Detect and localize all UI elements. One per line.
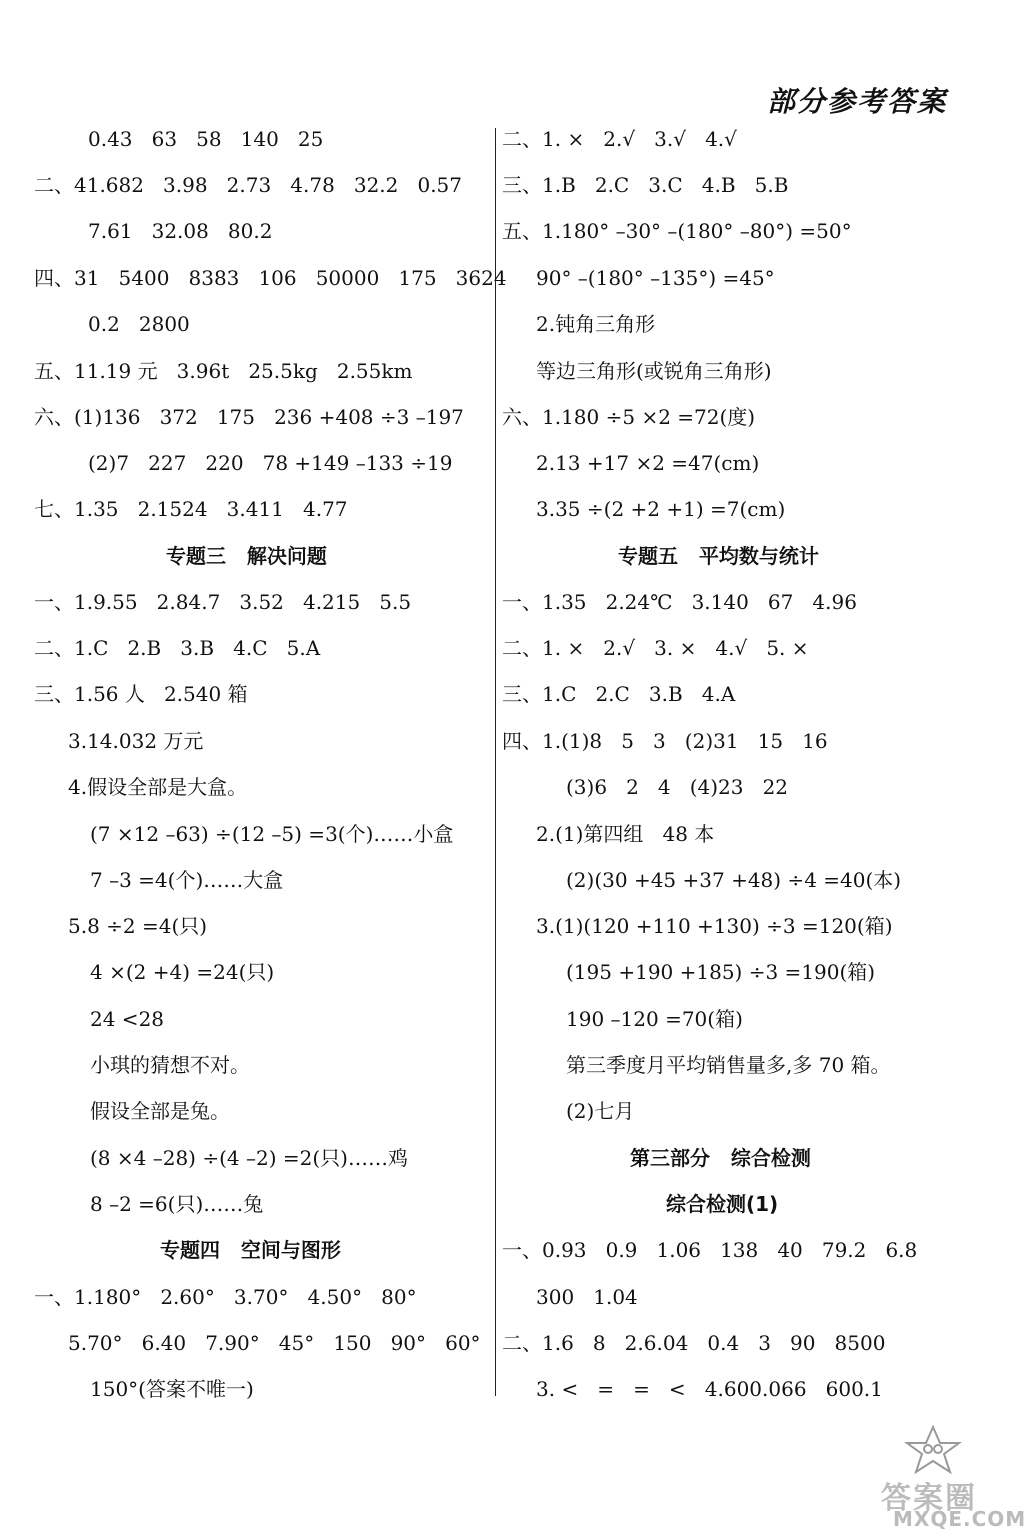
answer-line: 二、1.C 2.B 3.B 4.C 5.A	[34, 636, 321, 660]
column-divider	[495, 128, 496, 1396]
answer-line: 等边三角形(或锐角三角形)	[536, 359, 772, 383]
answer-line: 7.61 32.08 80.2	[88, 219, 273, 243]
answer-line: 2.钝角三角形	[536, 312, 656, 336]
answer-line: 一、1.9.55 2.84.7 3.52 4.215 5.5	[34, 590, 412, 614]
page-header: 部分参考答案	[766, 85, 947, 118]
answer-line: 二、1. × 2.√ 3. × 4.√ 5. ×	[502, 636, 809, 660]
answer-line: 五、1.180° –30° –(180° –80°) =50°	[502, 219, 852, 243]
answer-line: 二、41.682 3.98 2.73 4.78 32.2 0.57	[34, 173, 462, 197]
answer-line: 六、(1)136 372 175 236 +408 ÷3 –197	[34, 405, 464, 429]
answer-line: (8 ×4 –28) ÷(4 –2) =2(只)……鸡	[90, 1146, 408, 1170]
answer-line: 2.(1)第四组 48 本	[536, 822, 715, 846]
answer-line: 0.43 63 58 140 25	[88, 127, 324, 151]
section-heading: 专题五 平均数与统计	[618, 544, 819, 568]
answer-line: 4 ×(2 +4) =24(只)	[90, 960, 275, 984]
answer-line: 3.35 ÷(2 +2 +1) =7(cm)	[536, 497, 786, 521]
answer-line: 8 –2 =6(只)……兔	[90, 1192, 264, 1216]
answer-line: 3. < = = < 4.600.066 600.1	[536, 1377, 883, 1401]
answer-line: 150°(答案不唯一)	[90, 1377, 254, 1401]
answer-line: 第三季度月平均销售量多,多 70 箱。	[566, 1053, 891, 1077]
answer-line: 二、1.6 8 2.6.04 0.4 3 90 8500	[502, 1331, 886, 1355]
section-heading: 综合检测(1)	[666, 1192, 779, 1216]
answer-line: 一、1.35 2.24℃ 3.140 67 4.96	[502, 590, 857, 614]
answer-line: 90° –(180° –135°) =45°	[536, 266, 775, 290]
answer-line: 四、1.(1)8 5 3 (2)31 15 16	[502, 729, 828, 753]
answer-line: 一、0.93 0.9 1.06 138 40 79.2 6.8	[502, 1238, 918, 1262]
answer-line: 三、1.B 2.C 3.C 4.B 5.B	[502, 173, 789, 197]
answer-line: (195 +190 +185) ÷3 =190(箱)	[566, 960, 876, 984]
answer-line: 假设全部是兔。	[90, 1099, 230, 1123]
answer-line: 三、1.C 2.C 3.B 4.A	[502, 682, 736, 706]
answer-line: 5.70° 6.40 7.90° 45° 150 90° 60°	[68, 1331, 481, 1355]
answer-line: 小琪的猜想不对。	[90, 1053, 250, 1077]
star-mascot-icon	[903, 1425, 963, 1475]
answer-line: 二、1. × 2.√ 3.√ 4.√	[502, 127, 737, 151]
answer-line: 3.(1)(120 +110 +130) ÷3 =120(箱)	[536, 914, 893, 938]
answer-line: 4.假设全部是大盒。	[68, 775, 248, 799]
section-heading: 专题四 空间与图形	[160, 1238, 341, 1262]
watermark-text: 答案圈	[881, 1481, 977, 1516]
answer-line: 190 –120 =70(箱)	[566, 1007, 743, 1031]
answer-line: 三、1.56 人 2.540 箱	[34, 682, 248, 706]
section-heading: 专题三 解决问题	[166, 544, 327, 568]
answer-line: 一、1.180° 2.60° 3.70° 4.50° 80°	[34, 1285, 417, 1309]
watermark-url: MXQE.COM	[893, 1507, 1027, 1531]
answer-line: 7 –3 =4(个)……大盒	[90, 868, 284, 892]
answer-line: 七、1.35 2.1524 3.411 4.77	[34, 497, 348, 521]
answer-line: 六、1.180 ÷5 ×2 =72(度)	[502, 405, 756, 429]
answer-line: 3.14.032 万元	[68, 729, 204, 753]
answer-line: 2.13 +17 ×2 =47(cm)	[536, 451, 760, 475]
answer-line: (7 ×12 –63) ÷(12 –5) =3(个)……小盒	[90, 822, 454, 846]
answer-line: (2)7 227 220 78 +149 –133 ÷19	[88, 451, 453, 475]
answer-line: 5.8 ÷2 =4(只)	[68, 914, 208, 938]
answer-line: (3)6 2 4 (4)23 22	[566, 775, 789, 799]
answer-line: 四、31 5400 8383 106 50000 175 3624	[34, 266, 507, 290]
answer-line: 0.2 2800	[88, 312, 190, 336]
answer-line: 五、11.19 元 3.96t 25.5kg 2.55km	[34, 359, 413, 383]
answer-line: (2)(30 +45 +37 +48) ÷4 =40(本)	[566, 868, 902, 892]
section-heading: 第三部分 综合检测	[630, 1146, 811, 1170]
answer-line: 300 1.04	[536, 1285, 638, 1309]
answer-line: (2)七月	[566, 1099, 635, 1123]
watermark-logo	[853, 1425, 1027, 1531]
answer-line: 24 <28	[90, 1007, 165, 1031]
